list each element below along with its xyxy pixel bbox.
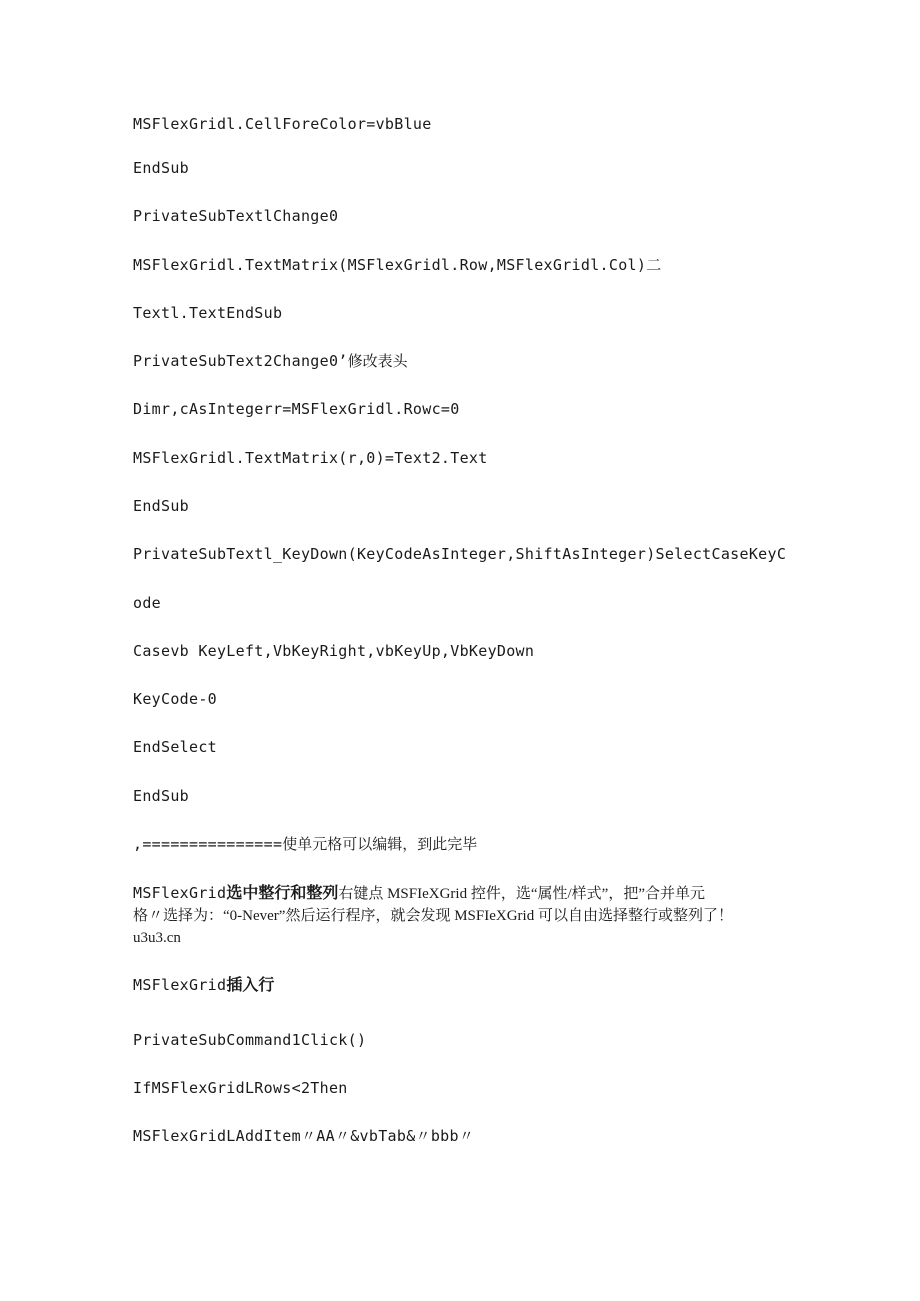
code-line-text-matrix: MSFlexGridl.TextMatrix(MSFlexGridl.Row,MSFlexGridl.Col)二: [133, 256, 662, 274]
section-heading-select-row-column: 选中整行和整列: [226, 883, 339, 902]
code-line-end-sub: EndSub: [133, 159, 189, 177]
code-line-case-keys: Casevb KeyLeft,VbKeyRight,vbKeyUp,VbKeyDown: [133, 642, 535, 660]
code-line-text1-change: PrivateSubTextlChange0: [133, 207, 339, 225]
code-line-command1-click: PrivateSubCommand1Click(): [133, 1031, 367, 1049]
code-line-dim: Dimr,cAsIntegerr=MSFlexGridl.Rowc=0: [133, 400, 460, 418]
section-heading-insert-row: 插入行: [226, 975, 275, 994]
comment-modify-header: 修改表头: [347, 354, 408, 370]
code-text2-change: PrivateSubText2Change0’: [133, 352, 348, 370]
paragraph-line-3: u3u3.cn: [133, 930, 181, 946]
comment-editing-done: 使单元格可以编辑，到此完毕: [282, 837, 478, 853]
code-line-end-select: EndSelect: [133, 738, 217, 756]
code-line-cell-fore-color: MSFlexGridl.CellForeColor=vbBlue: [133, 115, 432, 133]
paragraph-prefix: MSFlexGrid: [133, 884, 227, 902]
code-line-if-rows: IfMSFlexGridLRows<2Then: [133, 1079, 348, 1097]
code-line-text-matrix-header: MSFlexGridl.TextMatrix(r,0)=Text2.Text: [133, 449, 488, 467]
code-line-text2-change: [133, 351, 408, 372]
paragraph-line-2: 格〃选择为：“0-Never”然后运行程序，就会发现 MSFIeXGrid 可以自由选择整行或整列了！: [133, 908, 733, 924]
code-line-keycode-zero: KeyCode-0: [133, 690, 217, 708]
code-line-text1-text-end-sub: Textl.TextEndSub: [133, 304, 283, 322]
section-insert-row: [133, 975, 274, 995]
code-line-end-sub-3: EndSub: [133, 787, 189, 805]
section-prefix: MSFlexGrid: [133, 976, 227, 994]
code-line-keydown: PrivateSubTextl_KeyDown(KeyCodeAsInteger,ShiftAsInteger)SelectCaseKeyC: [133, 545, 787, 563]
code-line-add-item: MSFlexGridLAddItem〃AA〃&vbTab&〃bbb〃: [133, 1127, 475, 1145]
paragraph-text-1: 右键点 MSFIeXGrid 控件，选“属性/样式”，把”合并单元: [338, 886, 705, 902]
paragraph-select-row-column: [133, 880, 783, 951]
comment-separator: ‚===============: [133, 835, 283, 853]
code-line-keydown-continued: ode: [133, 594, 161, 612]
code-line-end-sub-2: EndSub: [133, 497, 189, 515]
code-line-separator-comment: [133, 834, 477, 855]
